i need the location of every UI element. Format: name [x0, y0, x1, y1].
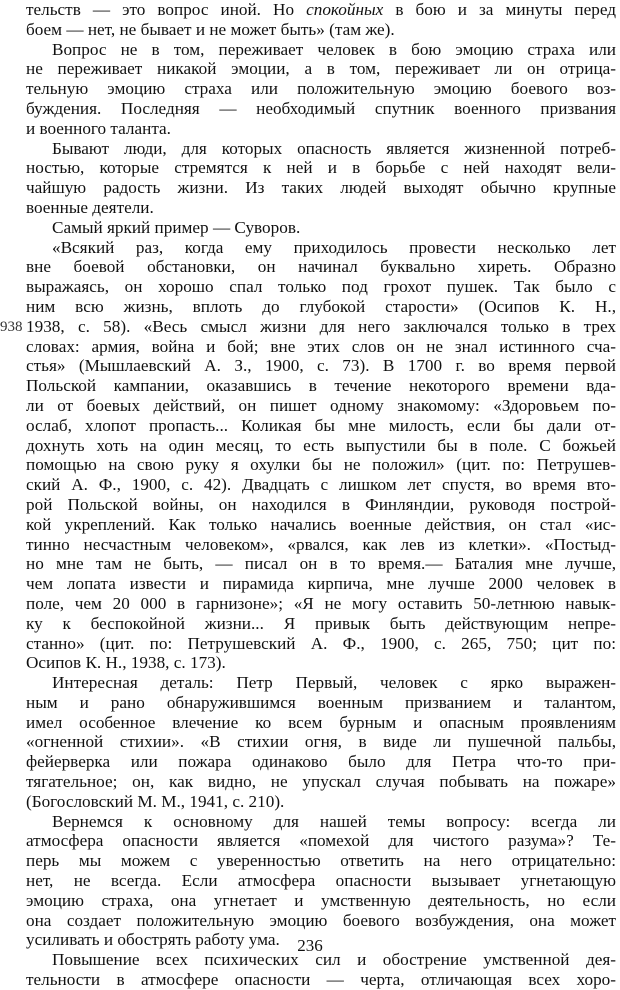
text-line: чайшую радость жизни. Из таких людей выходят обычно крупные [26, 178, 616, 198]
text-line: не переживает никакой эмоции, а в том, переживает ли он отрица- [26, 59, 616, 79]
text-line: ку к беспокойной жизни... Я привык быть действующим непре- [26, 613, 616, 633]
text-line: тягательное; он, как видно, не упускал случая побывать на пожаре» [26, 772, 616, 792]
text-line: стья» (Мышлаевский А. З., 1900, с. 73). В 1700 г. во время первой [26, 356, 616, 376]
text-line: усиливать и обострять работу ума. [26, 930, 280, 950]
text-line: словах: армия, война и бой; вне этих слов он не знал истинного сча- [26, 336, 616, 356]
text-line: тинно несчастным человеком», «рвался, как лев из клетки». «Постыд- [26, 534, 616, 554]
text-line: но мне там не быть, — писал он в то время.— Баталия мне лучше, [26, 554, 616, 574]
text-line: эмоцию страха, она угнетает и умственную деятельность, но если [26, 890, 616, 910]
text-line: ский А. Ф., 1900, с. 42). Двадцать с лишком лет спустя, во время вто- [26, 475, 616, 495]
text-line: станно» (цит. по: Петрушевский А. Ф., 1900, с. 265, 750; цит по: [26, 633, 616, 653]
text-line: фейерверка или пожара одинаково было для Петра что-то при- [26, 752, 616, 772]
text-line: имел особенное влечение ко всем бурным и опасным проявлениям [26, 712, 616, 732]
text-line: Бывают люди, для которых опасность является жизненной потреб- [52, 138, 616, 158]
margin-note: 938 [0, 319, 23, 335]
text-line: нет, не всегда. Если атмосфера опасности вызывает угнетающую [26, 871, 616, 891]
text-line: ным и рано обнаружившимся военным призванием и талантом, [26, 692, 616, 712]
text-line: выражаясь, он хорошо спал только под грохот пушек. Так было с [26, 277, 616, 297]
text-line: ослаб, хлопот пропасть... Коликая бы мне милость, если бы дали от- [26, 415, 616, 435]
text-line: ли от боевых действий, он пишет одному знакомому: «Здоровьем по- [26, 395, 616, 415]
text-line: и военного таланта. [26, 118, 171, 138]
text-line: Осипов К. Н., 1938, с. 173). [26, 653, 226, 673]
text-line: кой укреплений. Как только начались военные действия, он стал «ис- [26, 514, 616, 534]
text-line: поле, чем 20 000 в гарнизоне»; «Я не могу оставить 50-летнюю навык- [26, 593, 616, 613]
text-line: 1938, с. 58). «Весь смысл жизни для него заключался только в трех [26, 316, 616, 336]
text-line: ним всю жизнь, вплоть до глубокой старости» (Осипов К. Н., [26, 296, 616, 316]
text-line: атмосфера опасности является «помехой для чистого разума»? Те- [26, 831, 616, 851]
text-line: военные деятели. [26, 197, 154, 217]
text-line: тельств — это вопрос иной. Но спокойных в бою и за минуты перед [26, 0, 616, 19]
emphasis: спокойных [306, 0, 384, 19]
text-line: тельную эмоцию страха или положительную эмоцию боевого воз- [26, 79, 616, 99]
text-line: Интересная деталь: Петр Первый, человек с ярко выражен- [52, 673, 616, 693]
page-number: 236 [297, 936, 323, 955]
text-line: Самый яркий пример — Суворов. [52, 217, 301, 237]
text-line: «Всякий раз, когда ему приходилось провести несколько лет [52, 237, 616, 257]
text-line: (Богословский М. М., 1941, с. 210). [26, 791, 285, 811]
text-line: дохнуть хоть на один месяц, то есть выпустили бы в поле. С божьей [26, 435, 616, 455]
body-text [26, 0, 616, 990]
text-line: рой Польской войны, он находился в Финляндии, руководя построй- [26, 494, 616, 514]
text-line: Повышение всех психических сил и обострение умственной дея- [52, 950, 616, 970]
text-line: Вопрос не в том, переживает человек в бою эмоцию страха или [52, 39, 616, 59]
text-line: Польской кампании, оказавшись в течение некоторого времени вда- [26, 376, 616, 396]
text-line: ностью, которые стремятся к ней и в борьбе с ней находят вели- [26, 158, 616, 178]
text-line: помощью на свою руку я охулки бы не положил» (цит. по: Петрушев- [26, 455, 616, 475]
text-line: она создает положительную эмоцию боевого возбуждения, она может [26, 910, 616, 930]
text-line: вне боевой обстановки, он начинал буквально хиреть. Образно [26, 257, 616, 277]
text-line: чем лопата извести и пирамида кирпича, мне лучше 2000 человек в [26, 574, 616, 594]
text-line: перь мы можем с уверенностью ответить на него отрицательно: [26, 851, 616, 871]
text-line: Вернемся к основному для нашей темы вопросу: всегда ли [52, 811, 616, 831]
text-line: тельности в атмосфере опасности — черта, отличающая всех хоро- [26, 970, 616, 990]
text-line: «огненной стихии». «В стихии огня, в виде ли пушечной пальбы, [26, 732, 616, 752]
text-line: боем — нет, не бывает и не может быть» (там же). [26, 19, 395, 39]
text-line: буждения. Последняя — необходимый спутник военного призвания [26, 98, 616, 118]
